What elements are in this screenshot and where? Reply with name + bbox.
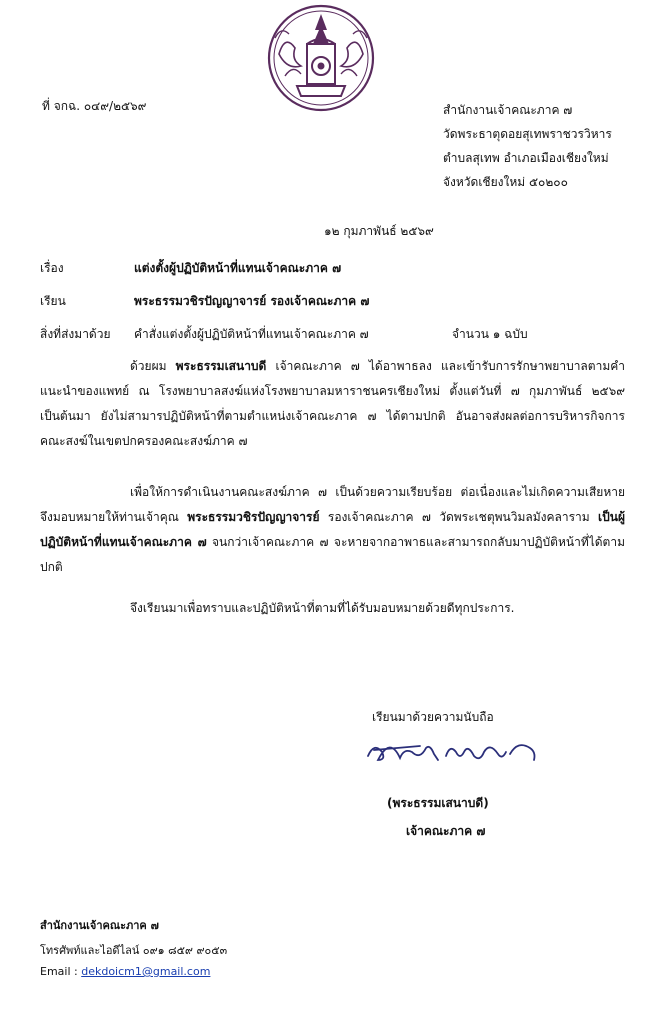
subject-text: แต่งตั้งผู้ปฏิบัติหน้าที่แทนเจ้าคณะภาค ๗: [134, 261, 342, 275]
p2-text-b: รองเจ้าคณะภาค ๗ วัดพระเชตุพนวิมลมังคลาราม: [319, 510, 599, 524]
document-date: ๑๒ กุมภาพันธ์ ๒๕๖๙: [324, 224, 434, 238]
handwritten-signature: [364, 730, 544, 772]
enclosure-count: จำนวน ๑ ฉบับ: [452, 327, 528, 341]
email-link[interactable]: dekdoicm1@gmail.com: [81, 965, 211, 978]
sender-address: [443, 98, 612, 194]
email-label: Email :: [40, 965, 82, 978]
recipient-label: เรียน: [40, 294, 66, 308]
footer-office: สำนักงานเจ้าคณะภาค ๗: [40, 919, 159, 932]
signer-position: เจ้าคณะภาค ๗: [406, 824, 486, 838]
p2-text-c: จนกว่าเจ้าคณะภาค ๗ จะหายจากอาพาธและสามารถกลับมาปฏิบัติหน้าที่ได้ตามปกติ: [40, 535, 625, 574]
body-paragraph-2: [40, 480, 625, 580]
p2-text-a: เพื่อให้การดำเนินงานคณะสงฆ์ภาค ๗ เป็นด้วยความเรียบร้อย ต่อเนื่องและไม่เกิดความเสียหาย จึงมอบหมายให้ท่านเจ้าคุณ: [40, 485, 625, 524]
body-paragraph-3: จึงเรียนมาเพื่อทราบและปฏิบัติหน้าที่ตามที่ได้รับมอบหมายด้วยดีทุกประการ.: [130, 601, 515, 615]
enclosure-label: สิ่งที่ส่งมาด้วย: [40, 327, 111, 341]
p1-prefix: ด้วยผม: [130, 359, 167, 373]
address-line: สำนักงานเจ้าคณะภาค ๗: [443, 103, 573, 117]
subject-label: เรื่อง: [40, 261, 64, 275]
p1-name: พระธรรมเสนาบดี: [175, 359, 267, 373]
p2-name: พระธรรมวชิรปัญญาจารย์: [187, 510, 320, 524]
address-line: ตำบลสุเทพ อำเภอเมืองเชียงใหม่: [443, 151, 609, 165]
document-reference: ที่ จกฉ. ๐๔๙/๒๕๖๙: [42, 99, 147, 113]
footer-email: [40, 965, 210, 978]
enclosure-text: คำสั่งแต่งตั้งผู้ปฏิบัติหน้าที่แทนเจ้าคณะภาค ๗: [134, 327, 369, 341]
closing-salutation: เรียนมาด้วยความนับถือ: [372, 710, 494, 724]
footer-phone: โทรศัพท์และไอดีไลน์ ๐๙๑ ๘๕๙ ๙๐๕๓: [40, 944, 228, 957]
temple-seal-icon: [257, 4, 385, 112]
p2-appointment: เป็นผู้ปฏิบัติหน้าที่แทนเจ้าคณะภาค ๗: [40, 510, 625, 549]
recipient-text: พระธรรมวชิรปัญญาจารย์ รองเจ้าคณะภาค ๗: [134, 294, 370, 308]
address-line: จังหวัดเชียงใหม่ ๕๐๒๐๐: [443, 175, 568, 189]
address-line: วัดพระธาตุดอยสุเทพราชวรวิหาร: [443, 127, 612, 141]
signer-name: (พระธรรมเสนาบดี): [387, 796, 489, 810]
body-paragraph-1: [40, 354, 625, 454]
p1-rest: เจ้าคณะภาค ๗ ได้อาพาธลง และเข้ารับการรักษาพยาบาลตามคำแนะนำของแพทย์ ณ โรงพยาบาลสงฆ์แห่งโรงพยาบาลมหาราชนครเชียงใหม่ ตั้งแต่วันที่ ๗ กุมภาพันธ์ ๒๕๖๙ เป็นต้นมา ยังไม่สามารปฏิบัติหน้าที่ตามตำแหน่งเจ้าคณะภาค ๗ ได้ตามปกติ อันอาจส่งผลต่อการบริหารกิจการคณะสงฆ์ในเขตปกครองคณะสงฆ์ภาค ๗: [40, 359, 625, 448]
